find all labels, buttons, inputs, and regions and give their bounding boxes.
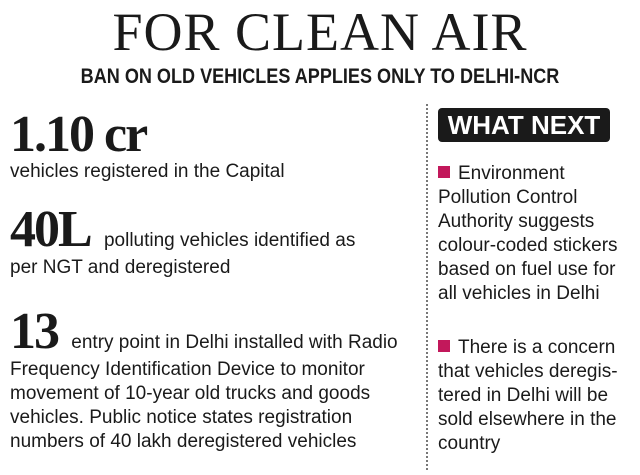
stat-description-line: polluting vehicles identified as	[103, 230, 356, 251]
stat-description-line: numbers of 40 lakh deregistered vehicles	[10, 431, 357, 452]
bullet-line: sold elsewhere in the	[438, 409, 617, 430]
bullet-line: all vehicles in Delhi	[438, 283, 600, 304]
bullet-line: colour-coded stickers	[438, 235, 618, 256]
what-next-panel	[438, 108, 634, 454]
stat-number: 13	[10, 303, 58, 360]
headline-subtitle: BAN ON OLD VEHICLES APPLIES ONLY TO DELHI-NCR	[80, 65, 560, 88]
stat-description-line: movement of 10-year old trucks and goods	[10, 383, 371, 404]
what-next-heading: WHAT NEXT	[438, 108, 610, 142]
bullet-line: Environment	[458, 163, 565, 184]
bullet-line: country	[438, 433, 501, 454]
stat-polluting-vehicles	[10, 201, 418, 280]
stat-number: 1.10 cr	[10, 106, 147, 163]
bullet-line: that vehicles deregis-	[438, 361, 618, 382]
stat-description-line: per NGT and deregistered	[10, 257, 231, 278]
stat-description: vehicles registered in the Capital	[10, 161, 285, 182]
bullet-line: based on fuel use for	[438, 259, 616, 280]
stat-description-line: Frequency Identification Device to monitor	[10, 359, 365, 380]
stat-description-line: entry point in Delhi installed with Radio	[71, 332, 398, 353]
column-divider	[426, 104, 428, 470]
stat-description-line: vehicles. Public notice states registration	[10, 407, 353, 428]
square-bullet-icon	[438, 166, 450, 178]
square-bullet-icon	[438, 340, 450, 352]
stat-registered-vehicles	[10, 108, 418, 184]
stat-entry-points	[10, 303, 418, 454]
headline-title: FOR CLEAN AIR	[112, 2, 528, 62]
bullet-item	[438, 336, 634, 456]
bullet-line: There is a concern	[458, 337, 616, 358]
stat-number: 40L	[10, 201, 91, 258]
bullet-item	[438, 162, 634, 306]
bullet-line: Pollution Control	[438, 187, 578, 208]
bullet-line: tered in Delhi will be	[438, 385, 609, 406]
bullet-line: Authority suggests	[438, 211, 595, 232]
